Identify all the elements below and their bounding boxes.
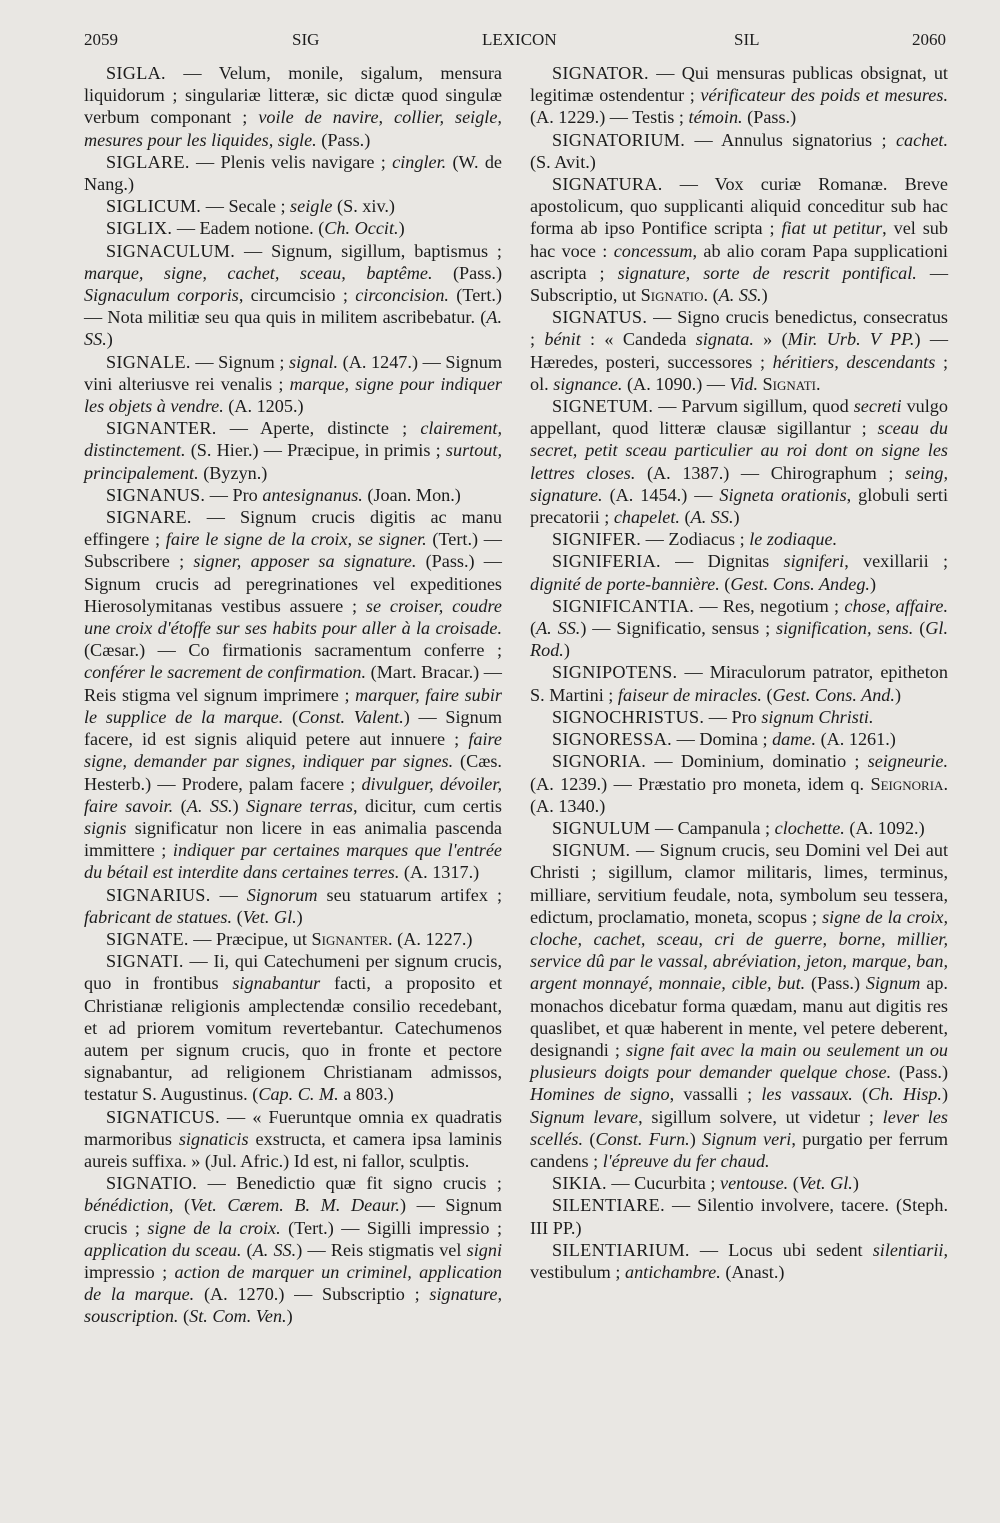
- french-gloss: signe fait avec la main ou seulement un ou plusieurs doigts pour demander quelque chose.: [530, 1039, 949, 1083]
- headword: SIGNACULUM.: [106, 240, 236, 261]
- french-gloss: dame.: [772, 729, 817, 750]
- french-gloss: concessum: [613, 240, 693, 261]
- left-page-number: 2059: [84, 30, 118, 49]
- definition-text: : « Candeda: [580, 329, 696, 350]
- definition-text: ): [286, 1306, 293, 1327]
- french-gloss: signaticis: [178, 1128, 249, 1149]
- french-gloss: faire signe, demander par signes, indiquer par signes.: [84, 729, 502, 772]
- left-column: [84, 62, 502, 1328]
- definition-text: (: [241, 1239, 253, 1260]
- french-gloss: surtout, principalement.: [84, 440, 502, 483]
- headword: SIGNIFICANTIA.: [552, 595, 695, 616]
- french-gloss: seigle: [290, 196, 333, 217]
- headword: SIGNARIUS.: [106, 884, 211, 905]
- french-gloss: signe de la croix.: [147, 1217, 281, 1238]
- definition-text: ): [398, 218, 405, 239]
- headword: SIGNIFERIA.: [552, 551, 661, 572]
- definition-text: (Pass.): [742, 107, 797, 128]
- cross-reference: Seignoria.: [870, 773, 948, 794]
- french-gloss: Ch. Hisp.: [868, 1084, 942, 1105]
- headword: SIGNATORIUM.: [552, 129, 686, 150]
- definition-text: — Signum ;: [190, 351, 290, 372]
- definition-text: ): [563, 640, 570, 661]
- french-gloss: lever les scellés.: [530, 1106, 948, 1149]
- definition-text: facti, a proposito et Christianæ religionis amplectendæ consilio recedebant, et ad priorem vomitum revertebantur. Catechumenos autem per signum crucis, quo in fronte et pectore signabantur, ad religionem Christianam admissos, testatur S. Augustinus. (: [84, 973, 503, 1105]
- dictionary-entry: [84, 506, 502, 883]
- definition-text: , vel sub hac voce :: [530, 218, 948, 261]
- definition-text: a 803.): [338, 1084, 394, 1105]
- definition-text: ap. monachos dicebatur forma quædam, manu aut digitis res quaslibet, et quæ haberent in mente, vel petere deberent, designandi ;: [530, 973, 948, 1060]
- cross-reference: Signatio.: [640, 285, 709, 306]
- french-gloss: circoncision.: [355, 285, 449, 306]
- dictionary-entry: [530, 706, 948, 728]
- french-gloss: bénit: [544, 329, 581, 350]
- french-gloss: cingler.: [392, 151, 447, 172]
- definition-text: — Silentio involvere, tacere. (Steph. III PP.): [530, 1195, 948, 1238]
- french-gloss: seing, signature.: [530, 462, 948, 505]
- definition-text: — Secale ;: [201, 196, 291, 217]
- definition-text: (: [788, 1173, 799, 1194]
- french-gloss: application du sceau.: [84, 1239, 242, 1260]
- french-gloss: clairement, distinctement.: [84, 418, 502, 461]
- french-gloss: A. SS.: [690, 507, 734, 528]
- definition-text: — Dominium, dominatio ;: [646, 751, 868, 772]
- definition-text: , vexillarii ;: [844, 551, 948, 572]
- french-gloss: antesignanus.: [262, 484, 363, 505]
- dictionary-entry: [530, 817, 948, 839]
- definition-text: (: [173, 1195, 191, 1216]
- dictionary-entry: [84, 195, 502, 217]
- definition-text: ): [296, 906, 303, 927]
- dictionary-entry: [84, 240, 502, 351]
- french-gloss: Signare terras: [246, 795, 353, 816]
- right-column: [530, 62, 948, 1283]
- definition-text: — Zodiacus ;: [641, 529, 750, 550]
- headword: SIGNATICUS.: [106, 1106, 220, 1127]
- definition-text: — Signum crucis digitis ac manu effingere ;: [84, 507, 502, 550]
- french-gloss: chose, affaire.: [844, 595, 948, 616]
- french-gloss: antichambre.: [624, 1261, 721, 1282]
- definition-text: (A. 1454.) —: [602, 484, 720, 505]
- french-gloss: signi: [466, 1239, 502, 1260]
- definition-text: ): [761, 285, 768, 306]
- definition-text: (Pass.): [432, 262, 503, 283]
- french-gloss: bénédiction,: [84, 1195, 174, 1216]
- definition-text: (W. de Nang.): [84, 151, 503, 195]
- definition-text: — Cucurbita ;: [606, 1173, 721, 1194]
- definition-text: ) — Hæredes, posteri, successores ;: [530, 329, 949, 372]
- french-gloss: signata.: [695, 329, 754, 350]
- dictionary-entry: [84, 417, 502, 484]
- dictionary-entry: [84, 928, 502, 950]
- definition-text: vulgo appellant, quod litteræ clausæ sigillantur ;: [530, 396, 948, 439]
- definition-text: (A. 1229.) — Testis ;: [530, 107, 689, 128]
- definition-text: ) — Signum crucis ;: [84, 1195, 502, 1238]
- definition-text: (A. 1227.): [392, 928, 473, 949]
- french-gloss: fabricant de statues.: [84, 906, 233, 927]
- definition-text: (Tert.) — Nota militiæ seu qua quis in militem ascribebatur. (: [84, 285, 502, 328]
- dictionary-entry: [530, 528, 948, 550]
- headword: SIGNATOR.: [552, 63, 649, 83]
- definition-text: (Mart. Bracar.) — Reis stigma vel signum imprimere ;: [84, 662, 502, 705]
- french-gloss: Vid.: [729, 373, 758, 394]
- headword: SIGNORESSA.: [552, 729, 673, 750]
- dictionary-entry: [530, 1239, 948, 1283]
- french-gloss: témoin.: [688, 107, 743, 128]
- dictionary-entry: [530, 661, 948, 705]
- dictionary-entry: [530, 306, 948, 395]
- definition-text: (: [679, 507, 691, 528]
- french-gloss: Gl. Rod.: [530, 618, 948, 661]
- headword: SIGLA.: [106, 63, 166, 83]
- headword: SIGNATIO.: [106, 1173, 198, 1194]
- french-gloss: signiferi: [783, 551, 845, 572]
- dictionary-entry: [530, 129, 948, 173]
- page-title: LEXICON: [482, 30, 557, 49]
- definition-text: — Signo crucis benedictus, consecratus ;: [530, 307, 948, 350]
- definition-text: (Tert.) — Subscribere ;: [84, 529, 502, 572]
- dictionary-entry: [530, 395, 948, 528]
- definition-text: —: [210, 884, 247, 905]
- french-gloss: Cap. C. M.: [258, 1084, 339, 1105]
- french-gloss: clochette.: [774, 817, 845, 838]
- french-gloss: signature, sorte de rescrit pontifical.: [617, 262, 917, 283]
- french-gloss: Vet. Gl.: [798, 1173, 853, 1194]
- definition-text: ): [689, 1128, 703, 1149]
- running-header: [84, 30, 946, 58]
- dictionary-entry: [530, 1194, 948, 1238]
- definition-text: , circumcisio ;: [238, 285, 356, 306]
- definition-text: (Pass.): [805, 973, 866, 994]
- headword: SIGNULUM: [552, 817, 651, 838]
- definition-text: — Signum crucis, seu Domini vel Dei aut Christi ; sigillum, clamor militaris, limes, terminus, milliare, servitium feudale, nota, symbolum seu tessera, edictum, proclamatio, moneta, scopus ;: [530, 840, 948, 927]
- french-gloss: signance.: [553, 373, 623, 394]
- definition-text: exstructa, et camera ipsa laminis aureis suffixa. » (Jul. Afric.) Id est, ni fallor, sculptis.: [84, 1128, 502, 1171]
- french-gloss: Signum: [865, 973, 921, 994]
- french-gloss: le zodiaque.: [749, 529, 838, 550]
- definition-text: (Pass.): [316, 129, 371, 150]
- dictionary-entry: [530, 550, 948, 594]
- french-gloss: Gest. Cons. Andeg.: [730, 573, 870, 594]
- definition-text: (: [583, 1128, 596, 1149]
- dictionary-entry: [530, 839, 948, 1172]
- definition-text: — Pro: [205, 484, 263, 505]
- dictionary-entry: [84, 1106, 502, 1173]
- french-gloss: Ch. Occit.: [324, 218, 399, 239]
- definition-text: seu statuarum artifex ;: [317, 884, 502, 905]
- definition-text: — Parvum sigillum, quod: [653, 396, 854, 417]
- french-gloss: signer, apposer sa signature.: [193, 551, 417, 572]
- definition-text: (: [173, 795, 187, 816]
- definition-text: ): [869, 573, 877, 594]
- headword: SIGNIPOTENS.: [552, 662, 678, 683]
- definition-text: (A. 1340.): [530, 795, 606, 816]
- french-gloss: Signum levare: [530, 1106, 639, 1127]
- french-gloss: se croiser, coudre une croix d'étoffe sur ses habits pour aller à la croisade.: [84, 595, 502, 639]
- definition-text: (Cæs. Hesterb.) — Prodere, palam facere ;: [84, 751, 502, 794]
- definition-text: (: [719, 573, 731, 594]
- french-gloss: divulguer, dévoiler, faire savoir.: [84, 773, 502, 816]
- french-gloss: action de marquer un criminel, application de la marque.: [84, 1261, 503, 1305]
- definition-text: — Campanula ;: [650, 817, 775, 838]
- definition-text: — Ii, qui Catechumeni per signum crucis, quo in frontibus: [84, 951, 502, 994]
- definition-text: , dicitur, cum certis: [353, 795, 502, 816]
- french-gloss: signum Christi.: [761, 706, 874, 727]
- headword: SIGNATI.: [106, 951, 184, 972]
- headword: SILENTIARE.: [552, 1195, 665, 1216]
- headword: SIGNATE.: [106, 928, 189, 949]
- french-gloss: faire le signe de la croix, se signer.: [165, 529, 427, 550]
- french-gloss: signature, souscription.: [84, 1284, 502, 1327]
- definition-text: (A. 1261.): [816, 729, 896, 750]
- headword: SIGNALE.: [106, 351, 191, 372]
- definition-text: — Locus ubi sedent: [689, 1239, 873, 1260]
- definition-text: impressio ;: [84, 1261, 175, 1282]
- definition-text: — Pro: [704, 706, 762, 727]
- dictionary-entry: [84, 884, 502, 928]
- definition-text: — Velum, monile, sigalum, mensura liquidorum ; singulariæ litteræ, sic dictæ quod singulæ verbum componant ;: [84, 63, 502, 128]
- definition-text: (Joan. Mon.): [362, 484, 461, 505]
- definition-text: ): [232, 795, 247, 816]
- definition-text: — Dignitas: [660, 551, 784, 572]
- headword: SIGLICUM.: [106, 196, 202, 217]
- dictionary-entry: [84, 484, 502, 506]
- definition-text: (Pass.) — Signum crucis ad peregrinationes vel expeditiones Hierosolymitanas vestibus assuere ;: [84, 551, 502, 616]
- cross-reference: Signanter.: [311, 928, 393, 949]
- definition-text: (A. 1317.): [399, 862, 480, 883]
- definition-text: (Pass.): [891, 1062, 948, 1083]
- dictionary-entry: [84, 151, 502, 195]
- definition-text: (A. 1092.): [844, 817, 925, 838]
- headword: SIGNANTER.: [106, 418, 217, 439]
- left-guide-word: SIG: [292, 30, 320, 49]
- definition-text: — Domina ;: [672, 729, 773, 750]
- definition-text: — Annulus signatorius ;: [685, 129, 896, 150]
- definition-text: (Cæsar.) — Co firmationis sacramentum conferre ;: [84, 640, 502, 661]
- definition-text: (A. 1387.) — Chirographum ;: [635, 462, 906, 483]
- headword: SIGNARE.: [106, 507, 192, 528]
- definition-text: (: [761, 684, 773, 705]
- definition-text: — Signum, sigillum, baptismus ;: [235, 240, 502, 261]
- headword: SIGLARE.: [106, 151, 190, 172]
- definition-text: (S. xiv.): [332, 196, 395, 217]
- dictionary-entry: [84, 217, 502, 239]
- headword: SILENTIARIUM.: [552, 1239, 690, 1260]
- headword: SIGNUM.: [552, 840, 631, 861]
- french-gloss: A. SS.: [84, 307, 502, 350]
- definition-text: (Byzyn.): [198, 462, 268, 483]
- french-gloss: silentiarii: [872, 1239, 944, 1260]
- dictionary-entry: [530, 750, 948, 817]
- definition-text: — Subscriptio, ut: [530, 262, 948, 306]
- french-gloss: dignité de porte-bannière.: [530, 573, 720, 594]
- french-gloss: marque, signe pour indiquer les objets à vendre.: [84, 373, 502, 417]
- dictionary-entry: [530, 595, 948, 662]
- french-gloss: Vet. Cærem. B. M. Deaur.: [190, 1195, 400, 1216]
- definition-text: (: [913, 618, 926, 639]
- definition-text: (Tert.) — Sigilli impressio ;: [280, 1217, 502, 1238]
- french-gloss: chapelet.: [613, 507, 680, 528]
- headword: SIGNATUS.: [552, 307, 648, 328]
- french-gloss: l'épreuve du fer chaud.: [602, 1150, 770, 1171]
- french-gloss: vérificateur des poids et mesures.: [700, 85, 948, 106]
- french-gloss: héritiers, descendants: [772, 351, 936, 372]
- definition-text: — Vox curiæ Romanæ. Breve apostolicum, quo supplicanti aliquid conceditur sub hac forma ab ipso Pontifice scripta ;: [530, 174, 948, 239]
- right-guide-word: SIL: [734, 30, 760, 49]
- definition-text: , purgatio per ferrum candens ;: [530, 1128, 948, 1171]
- definition-text: — « Fueruntque omnia ex quadratis marmoribus: [84, 1106, 502, 1149]
- definition-text: ): [852, 1173, 859, 1194]
- definition-text: ; ol.: [530, 351, 949, 394]
- definition-text: significatur non licere in eas animalia pascenda immittere ;: [84, 817, 502, 861]
- french-gloss: Signorum: [246, 884, 318, 905]
- french-gloss: A. SS.: [252, 1239, 297, 1260]
- dictionary-entry: [84, 62, 502, 151]
- french-gloss: signal.: [289, 351, 339, 372]
- headword: SIGNANUS.: [106, 484, 206, 505]
- french-gloss: faiseur de miracles.: [617, 684, 762, 705]
- definition-text: (: [708, 285, 719, 306]
- definition-text: (S. Avit.): [530, 151, 596, 172]
- french-gloss: signification, sens.: [776, 618, 914, 639]
- definition-text: (A. 1270.) — Subscriptio ;: [194, 1284, 430, 1305]
- dictionary-entry: [84, 351, 502, 418]
- definition-text: (: [852, 1084, 869, 1105]
- french-gloss: Signum veri: [702, 1128, 792, 1149]
- definition-text: (A. 1205.): [223, 396, 304, 417]
- french-gloss: marque, signe, cachet, sceau, baptême.: [84, 262, 433, 283]
- french-gloss: fiat ut petitur: [781, 218, 883, 239]
- french-gloss: secreti: [853, 396, 902, 417]
- headword: SIGNIFER.: [552, 529, 642, 550]
- french-gloss: Mir. Urb. V PP.: [787, 329, 915, 350]
- definition-text: (S. Hier.) — Præcipue, in primis ;: [185, 440, 446, 461]
- definition-text: — Benedictio quæ fit signo crucis ;: [197, 1173, 502, 1194]
- definition-text: ): [941, 1084, 948, 1105]
- dictionary-entry: [530, 1172, 948, 1194]
- right-page-number: 2060: [912, 30, 946, 49]
- french-gloss: signabantur: [232, 973, 321, 994]
- dictionary-entry: [530, 728, 948, 750]
- definition-text: (: [232, 906, 243, 927]
- headword: SIGNORIA.: [552, 751, 647, 772]
- french-gloss: Const. Furn.: [595, 1128, 690, 1149]
- french-gloss: indiquer par certaines marques que l'entrée du bétail est interdite dans certaines terres.: [84, 840, 502, 883]
- french-gloss: conférer le sacrement de confirmation.: [84, 662, 367, 683]
- definition-text: — Aperte, distincte ;: [216, 418, 421, 439]
- definition-text: , globuli serti precatorii ;: [530, 484, 949, 528]
- french-gloss: A. SS.: [186, 795, 233, 816]
- definition-text: , vestibulum ;: [530, 1239, 948, 1282]
- definition-text: (A. 1239.) — Præstatio pro moneta, idem q.: [530, 773, 871, 794]
- french-gloss: signe de la croix, cloche, cachet, sceau, cri de guerre, borne, millier, service dû par le vassal, abréviation, jeton, marque, ban, argent monnayé, monnaie, cible, but.: [530, 906, 949, 994]
- definition-text: » (: [753, 329, 788, 350]
- definition-text: ) — Signum facere, id est signis aliquid petere aut innuere ;: [84, 706, 502, 750]
- french-gloss: A. SS.: [718, 285, 762, 306]
- cross-reference: Signati.: [762, 373, 821, 394]
- french-gloss: A. SS.: [536, 618, 581, 639]
- french-gloss: sceau du secret, petit sceau particulier au roi dont on signe les lettres closes.: [530, 418, 948, 483]
- dictionary-entry: [530, 173, 948, 306]
- dictionary-entry: [84, 1172, 502, 1327]
- french-gloss: Signaculum corporis: [84, 285, 239, 306]
- headword: SIKIA.: [552, 1173, 607, 1194]
- french-gloss: Const. Valent.: [298, 706, 404, 727]
- french-gloss: Gest. Cons. And.: [772, 684, 895, 705]
- dictionary-entry: [530, 62, 948, 129]
- definition-text: (A. 1247.) — Signum vini alteriusve rei venalis ;: [84, 351, 503, 394]
- definition-text: — Præcipue, ut: [188, 928, 312, 949]
- definition-text: (A. 1090.) —: [622, 373, 730, 394]
- french-gloss: St. Com. Ven.: [189, 1306, 287, 1327]
- definition-text: — Miraculorum patrator, epitheton S. Martini ;: [530, 662, 948, 705]
- definition-text: — Res, negotium ;: [694, 595, 845, 616]
- french-gloss: cachet.: [895, 129, 948, 150]
- french-gloss: ventouse.: [720, 1173, 789, 1194]
- definition-text: , vassalli ;: [669, 1084, 762, 1105]
- definition-text: — Qui mensuras publicas obsignat, ut legitimæ ostendentur ;: [530, 63, 948, 106]
- french-gloss: Signeta orationis: [719, 484, 847, 505]
- definition-text: ): [106, 329, 113, 350]
- french-gloss: seigneurie.: [867, 751, 948, 772]
- dictionary-entry: [84, 950, 502, 1105]
- headword: SIGLIX.: [106, 218, 173, 239]
- definition-text: — Eadem notione. (: [172, 218, 325, 239]
- definition-text: ) — Significatio, sensus ;: [580, 618, 777, 639]
- definition-text: ): [733, 507, 740, 528]
- definition-text: — Plenis velis navigare ;: [189, 151, 393, 172]
- french-gloss: les vassaux.: [761, 1084, 853, 1105]
- headword: SIGNETUM.: [552, 396, 654, 417]
- french-gloss: voile de navire, collier, seigle, mesures pour les liquides, sigle.: [84, 107, 502, 150]
- definition-text: ) — Reis stigmatis vel: [296, 1239, 467, 1260]
- headword: SIGNATURA.: [552, 174, 663, 195]
- definition-text: , ab alio coram Papa supplicationi ascripta ;: [530, 240, 948, 283]
- definition-text: (: [178, 1306, 190, 1327]
- definition-text: (: [530, 618, 537, 639]
- french-gloss: marquer, faire subir le supplice de la marque.: [84, 684, 502, 727]
- definition-text: , sigillum solvere, ut videtur ;: [638, 1106, 883, 1127]
- definition-text: ): [894, 684, 901, 705]
- definition-text: (Anast.): [720, 1261, 785, 1282]
- headword: SIGNOCHRISTUS.: [552, 706, 705, 727]
- french-gloss: signis: [84, 817, 127, 838]
- french-gloss: Homines de signo: [530, 1084, 670, 1105]
- definition-text: (: [283, 706, 299, 727]
- french-gloss: Vet. Gl.: [242, 906, 297, 927]
